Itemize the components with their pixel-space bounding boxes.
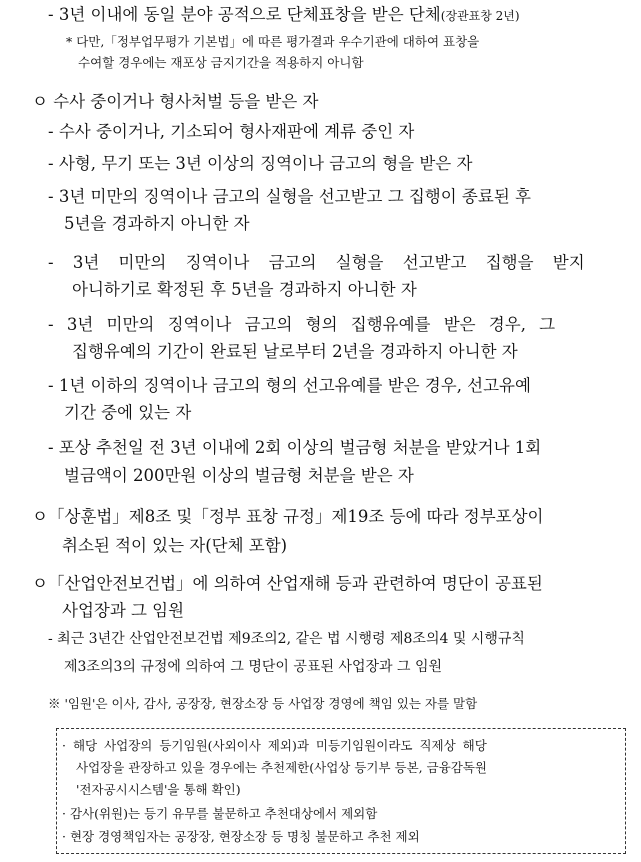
text-line: 아니하기로 확정된 후 5년을 경과하지 아니한 자: [72, 280, 417, 299]
text-line: 벌금액이 200만원 이상의 벌금형 처분을 받은 자: [64, 466, 414, 485]
section-heading: ㅇ「산업안전보건법」에 의하여 산업재해 등과 관련하여 명단이 공표된: [32, 574, 543, 593]
text-line: 제3조의3의 규정에 의하여 그 명단이 공표된 사업장과 그 임원: [64, 659, 442, 675]
text-line: [48, 7, 636, 24]
section-heading: ㅇ「상훈법」제8조 및「정부 표창 규정」제19조 등에 따라 정부포상이: [32, 507, 544, 526]
note-line: ※ '임원'은 이사, 감사, 공장장, 현장소장 등 사업장 경영에 책임 있는 자를 말함: [48, 696, 478, 711]
text-line: 취소된 적이 있는 자(단체 포함): [62, 536, 288, 555]
text-line: * 다만,「정부업무평가 기본법」에 따른 평가결과 우수기관에 대하여 표창을: [66, 34, 480, 49]
text-line: 사업장과 그 임원: [62, 601, 185, 620]
box-line: '전자공시시스템'을 통해 확인): [76, 782, 241, 797]
text-line-suffix: (장관표창 2년): [440, 9, 520, 23]
text-line: 기간 중에 있는 자: [64, 403, 192, 422]
text-line-main: - 3년 이내에 동일 분야 공적으로 단체표창을 받은 단체: [48, 5, 441, 24]
text-line: 5년을 경과하지 아니한 자: [64, 214, 250, 233]
text-line: - 수사 중이거나, 기소되어 형사재판에 계류 중인 자: [48, 122, 415, 141]
text-line: 수여할 경우에는 재포상 금지기간을 적용하지 아니함: [78, 55, 364, 70]
box-line: · 현장 경영책임자는 공장장, 현장소장 등 명칭 불문하고 추천 제외: [62, 829, 420, 844]
box-line: 사업장을 관장하고 있을 경우에는 추천제한(사업상 등기부 등본, 금융감독원: [76, 760, 487, 775]
text-line: - 1년 이하의 징역이나 금고의 형의 선고유예를 받은 경우, 선고유예: [48, 376, 531, 395]
text-line: - 3년 미만의 징역이나 금고의 형의 집행유예를 받은 경우, 그: [48, 315, 556, 334]
section-heading: ㅇ 수사 중이거나 형사처벌 등을 받은 자: [32, 92, 319, 111]
text-line: - 포상 추천일 전 3년 이내에 2회 이상의 벌금형 처분을 받았거나 1회: [48, 438, 542, 457]
text-line: - 3년 미만의 징역이나 금고의 실형을 선고받고 그 집행이 종료된 후: [48, 187, 531, 206]
text-line: - 3년 미만의 징역이나 금고의 실형을 선고받고 집행을 받지: [48, 253, 585, 272]
box-line: · 해당 사업장의 등기임원(사외이사 제외)과 미등기임원이라도 직제상 해당: [62, 738, 487, 753]
text-line: - 사형, 무기 또는 3년 이상의 징역이나 금고의 형을 받은 자: [48, 154, 473, 173]
text-line: 집행유예의 기간이 완료된 날로부터 2년을 경과하지 아니한 자: [72, 342, 518, 361]
text-line: - 최근 3년간 산업안전보건법 제9조의2, 같은 법 시행령 제8조의4 및 시행규칙: [48, 631, 525, 647]
box-line: · 감사(위원)는 등기 유무를 불문하고 추천대상에서 제외함: [62, 806, 378, 821]
